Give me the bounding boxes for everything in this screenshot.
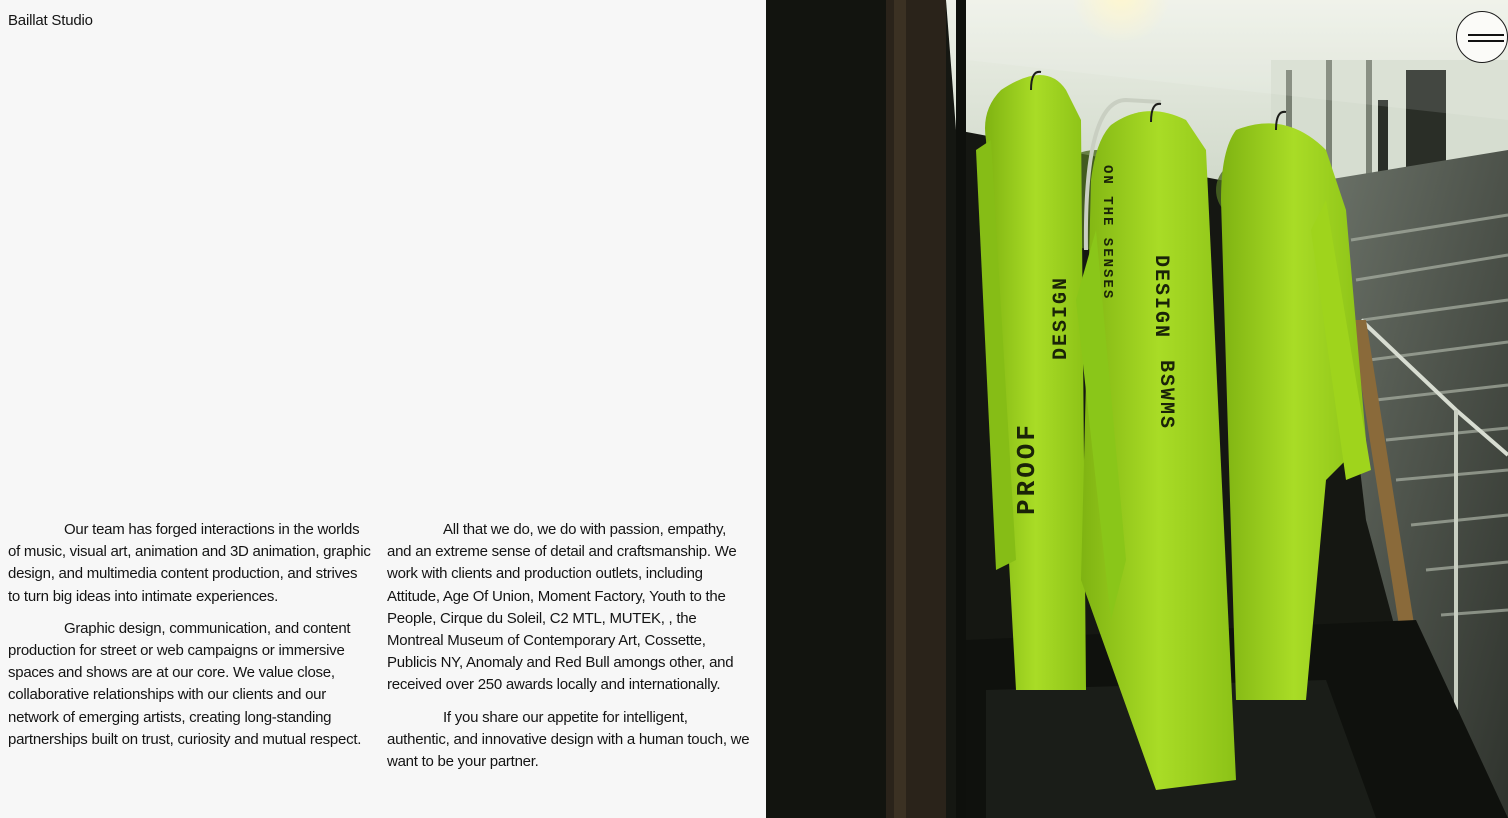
about-column-left: [8, 519, 372, 761]
menu-button[interactable]: [1456, 11, 1508, 63]
garment-print-text: DESIGN: [1050, 275, 1073, 360]
photo-illustration: [766, 0, 1508, 818]
brand-logo-link[interactable]: Baillat Studio: [8, 12, 93, 29]
garment-print-text: BSWMS: [1154, 360, 1177, 431]
hamburger-menu-icon: [1468, 40, 1504, 42]
about-paragraph: Graphic design, communication, and content production for street or web campaigns or immersive spaces and shows are at our core. We value close, collaborative relationships with our clients and our network of emerging artists, creating long-standing partnerships built on trust, curiosity and mutual respect.: [8, 619, 362, 748]
about-paragraph: If you share our appetite for intelligent, authentic, and innovative design with a human touch, we want to be your partner.: [387, 708, 750, 771]
about-paragraph: All that we do, we do with passion, empathy, and an extreme sense of detail and craftsmanship. We work with clients and production outlets, including Attitude, Age Of Union, Moment Factory, Youth to the People, Cirque du Soleil, C2 MTL, MUTEK, , the Montreal Museum of Contemporary Art, Cossette, Publicis NY, Anomaly and Red Bull amongs other, and received over 250 awards locally and internationally.: [387, 521, 737, 694]
garment-print-text: PROOF: [1012, 421, 1042, 515]
garment-print-text: DESIGN: [1149, 255, 1172, 340]
garment-print-text: ON THE SENSES: [1099, 165, 1115, 301]
hero-photo: [766, 0, 1508, 818]
about-paragraph: Our team has forged interactions in the worlds of music, visual art, animation and 3D animation, graphic design, and multimedia content production, and strives to turn big ideas into intimate experiences.: [8, 521, 371, 605]
hamburger-menu-icon: [1468, 34, 1504, 36]
about-column-right: [387, 519, 753, 783]
